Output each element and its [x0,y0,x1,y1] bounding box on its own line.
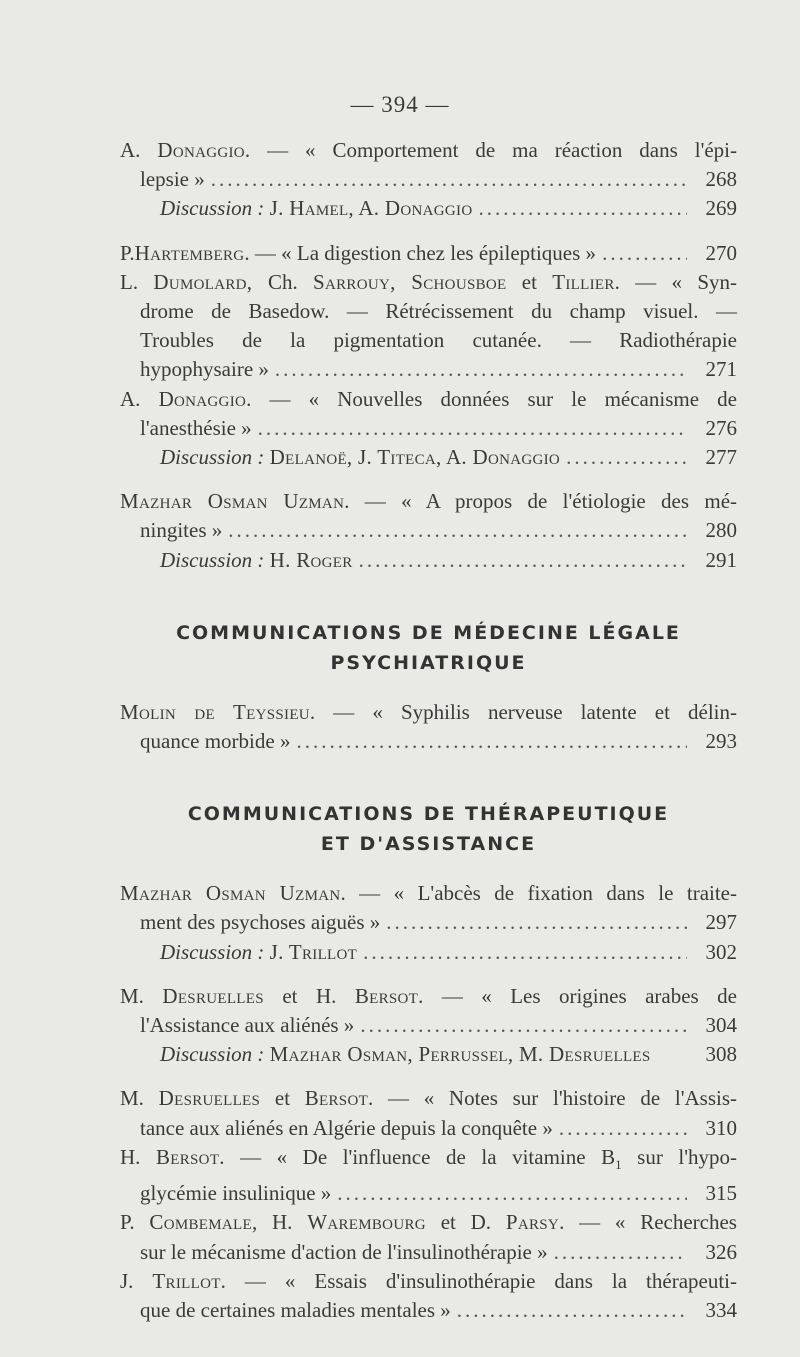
page-ref: 268 [705,167,737,192]
page-ref: 291 [705,547,737,572]
toc-entry: H. Bersot. — « De l'influence de la vitamine $B_1$ sur l'hypo- glycémie insulinique » ..... 315 [120,1143,737,1209]
page-number: — 394 — [350,92,450,117]
toc-entry: M. Desruelles et Bersot. — « Notes sur l'histoire de l'Assis- tance aux aliénés en Algérie depuis la conquête » ..... 310 [120,1084,737,1142]
toc-entry: M. Desruelles et H. Bersot. — « Les origines arabes de l'Assistance aux aliénés » ..... 304 [120,982,737,1040]
toc-entry: P. Hartemberg . — « La digestion chez les épileptiques » ..... 270 [120,239,737,268]
page-ref: 280 [705,518,737,543]
page-ref: 334 [705,1298,737,1323]
toc-discussion: Discussion : H. Roger ..... 291 [120,546,737,575]
toc-entry: Mazhar Osman Uzman. — « A propos de l'étiologie des mé- ningites » ..... 280 [120,487,737,545]
page-ref: 277 [705,445,737,470]
page-ref: 293 [705,729,737,754]
toc-discussion: Discussion : Delanoë, J. Titeca, A. Donaggio ..... 277 [120,443,737,472]
page-ref: 276 [705,415,737,440]
page-ref: 315 [705,1181,737,1206]
toc-entry: P. Combemale, H. Warembourg et D. Parsy. — « Recherches sur le mécanisme d'action de l'insulinothérapie » ..... 326 [120,1208,737,1266]
page-ref: 304 [705,1013,737,1038]
section-heading: COMMUNICATIONS DE MÉDECINE LÉGALE PSYCHIATRIQUE [176,621,681,674]
toc-entry: J. Trillot. — « Essais d'insulinothérapie dans la thérapeuti- que de certaines maladies mentales » ..... 334 [120,1267,737,1325]
table-of-contents [120,136,737,1325]
toc-discussion: Discussion : J. Trillot ..... 302 [120,938,737,967]
section-heading: COMMUNICATIONS DE THÉRAPEUTIQUE ET D'ASSISTANCE [187,803,670,856]
page-ref: 308 [705,1042,737,1067]
page-ref: 297 [705,910,737,935]
page-ref: 269 [705,196,737,221]
page-ref: 302 [705,939,737,964]
toc-entry: Mazhar Osman Uzman. — « L'abcès de fixation dans le traite- ment des psychoses aiguës » ..... 297 [120,879,737,937]
toc-entry: L. Dumolard, Ch. Sarrouy, Schousboe et Tillier. — « Syn- drome de Basedow. — Rétrécissement du champ visuel. — Troubles de la pigmentation cutanée. — Radiothérapie hypophysaire » ..... 271 [120,268,737,385]
page-ref: 326 [705,1239,737,1264]
toc-entry: Molin de Teyssieu. — « Syphilis nerveuse latente et délin- quance morbide » ..... 293 [120,698,737,756]
page-ref: 310 [705,1115,737,1140]
page-ref: 271 [705,357,737,382]
page-ref: 270 [705,240,737,265]
toc-entry: A. Donaggio. — « Comportement de ma réaction dans l'épi- lepsie » ..... 268 [120,136,737,194]
toc-discussion: Discussion : J. Hamel, A. Donaggio ..... 269 [120,194,737,223]
toc-entry: A. Donaggio. — « Nouvelles données sur le mécanisme de l'anesthésie » ..... 276 [120,385,737,443]
toc-discussion: Discussion : Mazhar Osman, Perrussel, M. Desruelles 308 [120,1040,737,1069]
